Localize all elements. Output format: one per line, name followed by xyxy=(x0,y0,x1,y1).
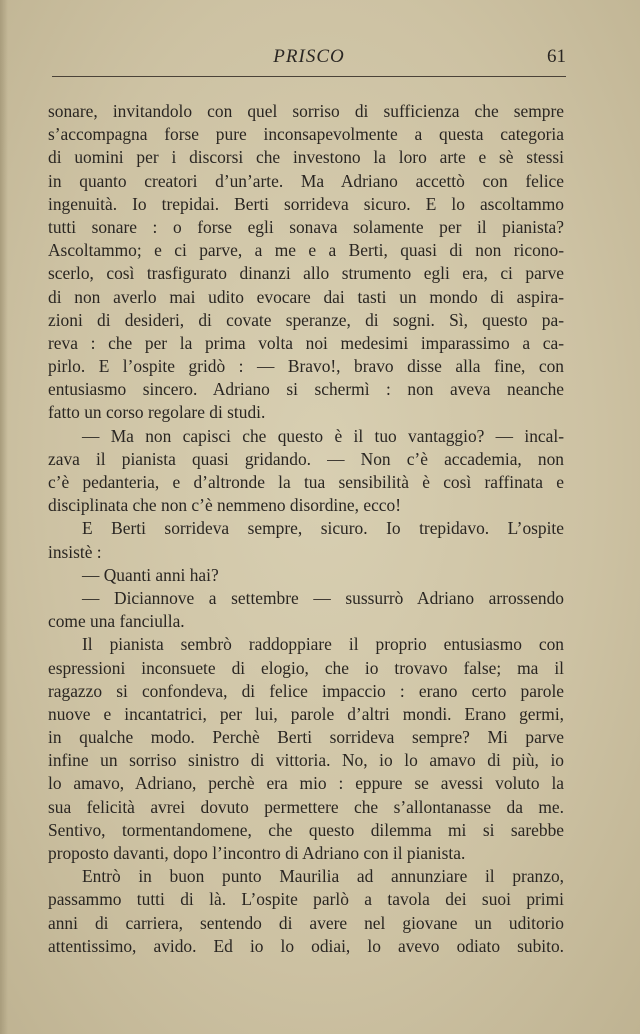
text-line: anni di carriera, sentendo di avere nel giovane un uditorio xyxy=(48,912,564,933)
text-line: sonare, invitandolo con quel sorriso di sufficienza che sempre xyxy=(48,101,564,121)
text-line: come una fanciulla. xyxy=(48,611,185,632)
text-line: ragazzo si confondeva, di felice impaccio : erano certo parole xyxy=(48,680,564,701)
page-binding-shadow xyxy=(0,0,8,1034)
text-line: Entrò in buon punto Maurilia ad annunziare il pranzo, xyxy=(82,866,564,887)
text-line: — Ma non capisci che questo è il tuo vantaggio? — incal- xyxy=(82,425,564,446)
text-line: disciplinata che non c’è nemmeno disordine, ecco! xyxy=(48,495,401,516)
text-line: entusiasmo sincero. Adriano si schermì : non aveva neanche xyxy=(48,379,564,400)
text-line: tutti sonare : o forse egli sonava solamente per il pianista? xyxy=(48,216,564,237)
text-line: proposto davanti, dopo l’incontro di Adriano con il pianista. xyxy=(48,843,466,863)
page-number: 61 xyxy=(547,46,566,67)
text-line: in qualche modo. Perchè Berti sorrideva sempre? Mi parve xyxy=(48,727,564,748)
text-line: di uomini per i discorsi che investono la loro arte e sè stessi xyxy=(48,147,564,168)
text-line: c’è pedanteria, e d’altronde la tua sensibilità è così raffinata e xyxy=(48,472,564,492)
text-line: pirlo. E l’ospite gridò : — Bravo!, bravo disse alla fine, con xyxy=(48,356,564,377)
text-line: s’accompagna forse pure inconsapevolmente a questa categoria xyxy=(48,124,564,145)
text-line: ingenuità. Io trepidai. Berti sorrideva sicuro. E lo ascoltammo xyxy=(48,193,564,214)
text-line: scerlo, così trasfigurato dinanzi allo strumento egli era, ci parve xyxy=(48,263,564,284)
text-line: attentissimo, avido. Ed io lo odiai, lo avevo odiato subito. xyxy=(48,935,564,956)
text-line: Ascoltammo; e ci parve, a me e a Berti, quasi di non ricono- xyxy=(48,240,564,261)
text-line: — Quanti anni hai? xyxy=(82,564,219,585)
text-line: reva : che per la prima volta noi medesimi imparassimo a ca- xyxy=(48,332,564,353)
text-line: sua felicità avrei dovuto permettere che s’allontanasse da me. xyxy=(48,796,564,817)
header-rule xyxy=(52,76,566,77)
text-line: Sentivo, tormentandomene, che questo dilemma mi si sarebbe xyxy=(48,819,564,840)
text-line: nuove e incantatrici, per lui, parole d’altri mondi. Erano germi, xyxy=(48,703,564,724)
text-line: espressioni inconsuete di elogio, che io trovavo false; ma il xyxy=(48,657,564,678)
text-line: fatto un corso regolare di studi. xyxy=(48,402,266,423)
text-line: zava il pianista quasi gridando. — Non c’è accademia, non xyxy=(48,448,564,469)
text-line: di non averlo mai udito evocare dai tasti un mondo di aspira- xyxy=(48,286,564,307)
text-line: infine un sorriso sinistro di vittoria. No, io lo amavo di più, io xyxy=(48,750,564,771)
text-line: lo amavo, Adriano, perchè era mio : eppure se avessi voluto la xyxy=(48,773,564,794)
text-line: insistè : xyxy=(48,541,102,562)
text-line: — Diciannove a settembre — sussurrò Adriano arrossendo xyxy=(82,587,564,608)
body-text xyxy=(48,100,564,958)
running-title: PRISCO xyxy=(273,46,345,67)
text-line: Il pianista sembrò raddoppiare il proprio entusiasmo con xyxy=(82,634,564,655)
page-header xyxy=(52,44,566,74)
text-line: E Berti sorrideva sempre, sicuro. Io trepidavo. L’ospite xyxy=(82,518,564,539)
text-line: zioni di desideri, di covate speranze, di sogni. Sì, questo pa- xyxy=(48,309,564,330)
text-line: passammo tutti di là. L’ospite parlò a tavola dei suoi primi xyxy=(48,889,564,910)
text-line: in quanto creatori d’un’arte. Ma Adriano accettò con felice xyxy=(48,170,564,191)
